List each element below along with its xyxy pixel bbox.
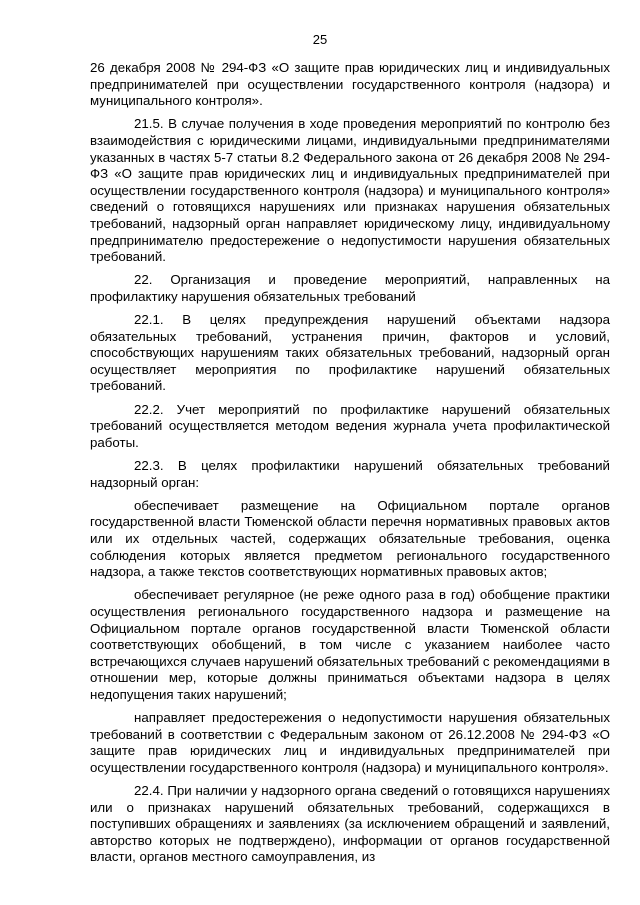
paragraph-22-heading: 22. Организация и проведение мероприятий, направленных на профилактику нарушения обязательных требований bbox=[90, 272, 610, 304]
paragraph-22-3-item-publication: обеспечивает размещение на Официальном портале органов государственной власти Тюменской области перечня нормативных правовых актов или их отдельных частей, содержащих обязательные требования, оценка соблюдения которых является предметом регионального государственного надзора, а также текстов соответствующих нормативных правовых актов; bbox=[90, 497, 610, 580]
paragraph-22-3: 22.3. В целях профилактики нарушений обязательных требований надзорный орган: bbox=[90, 458, 610, 490]
document-body bbox=[90, 60, 610, 873]
paragraph-21-5: 21.5. В случае получения в ходе проведения мероприятий по контролю без взаимодействия с юридическими лицами, индивидуальными предпринимателями указанных в частях 5-7 статьи 8.2 Федерального закона от 26 декабря 2008 № 294-ФЗ «О защите прав юридических лиц и индивидуальных предпринимателей при осуществлении государственного контроля (надзора) и муниципального контроля» сведений о готовящихся нарушениях или признаках нарушения обязательных требований, надзорный орган направляет юридическому лицу, индивидуальному предпринимателю предостережение о недопустимости нарушения обязательных требований. bbox=[90, 116, 610, 265]
paragraph-22-2: 22.2. Учет мероприятий по профилактике нарушений обязательных требований осуществляется методом ведения журнала учета профилактической работы. bbox=[90, 401, 610, 450]
page-number: 25 bbox=[312, 32, 328, 47]
paragraph-22-3-item-generalization: обеспечивает регулярное (не реже одного раза в год) обобщение практики осуществления регионального государственного надзора и размещение на Официальном портале органов государственной власти Тюменской области соответствующих обобщений, в том числе с указанием наиболее часто встречающихся случаев нарушений обязательных требований с рекомендациями в отношении мер, которые должны приниматься объектами надзора в целях недопущения таких нарушений; bbox=[90, 587, 610, 702]
paragraph-22-4: 22.4. При наличии у надзорного органа сведений о готовящихся нарушениях или о признаках нарушений обязательных требований, содержащихся в поступивших обращениях и заявлениях (за исключением обращений и заявлений, авторство которых не подтверждено), информации от органов государственной власти, органов местного самоуправления, из bbox=[90, 783, 610, 865]
paragraph-continuation: 26 декабря 2008 № 294-ФЗ «О защите прав юридических лиц и индивидуальных предпринимателей при осуществлении государственного контроля (надзора) и муниципального контроля». bbox=[90, 60, 610, 109]
paragraph-22-1: 22.1. В целях предупреждения нарушений объектами надзора обязательных требований, устранения причин, факторов и условий, способствующих нарушениям таких обязательных требований, надзорный орган осуществляет мероприятия по профилактике нарушений обязательных требований. bbox=[90, 312, 610, 394]
paragraph-22-3-item-warnings: направляет предостережения о недопустимости нарушения обязательных требований в соответствии с Федеральным законом от 26.12.2008 № 294-ФЗ «О защите прав юридических лиц и индивидуальных предпринимателей при осуществлении государственного контроля (надзора) и муниципального контроля». bbox=[90, 710, 610, 775]
